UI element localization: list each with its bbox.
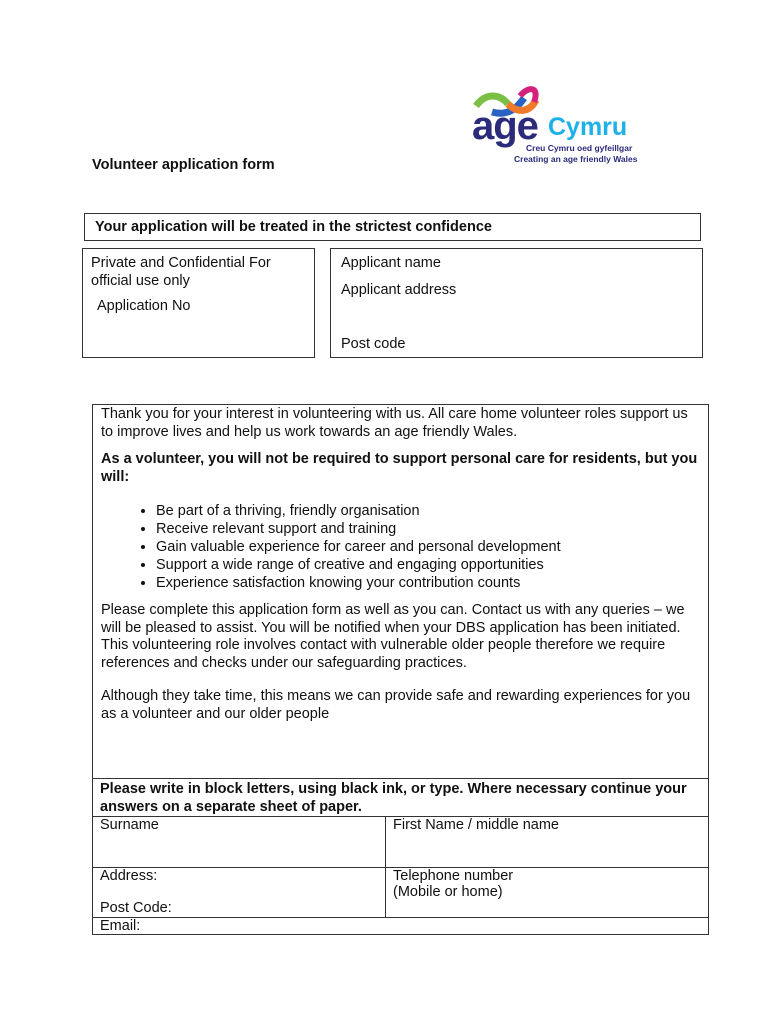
- address-field[interactable]: [93, 867, 386, 917]
- safeguarding-paragraph: This volunteering role involves contact with vulnerable older people therefore we require references and checks under our safeguarding practices.: [101, 637, 666, 671]
- intro-bold: As a volunteer, you will not be required to support personal care for residents, but you will:: [101, 451, 698, 485]
- list-item: • Receive relevant support and training: [156, 520, 700, 538]
- instructions-paragraph: Please complete this application form as well as you can. Contact us with any queries – we will be pleased to assist. You will be notified when your DBS application has been initiated.: [101, 602, 685, 636]
- official-use-box: [82, 248, 315, 358]
- intro-paragraph: Thank you for your interest in volunteering with us. All care home volunteer roles support us to improve lives and help us work towards an age friendly Wales.: [101, 406, 688, 440]
- applicant-name-label: Applicant name: [341, 255, 441, 271]
- first-name-field[interactable]: [386, 816, 708, 867]
- email-label: Email:: [100, 918, 141, 934]
- logo-tagline-en: Creating an age friendly Wales: [514, 154, 638, 164]
- benefits-list: [101, 502, 700, 592]
- list-item: • Be part of a thriving, friendly organisation: [156, 502, 700, 520]
- surname-label: Surname: [100, 817, 159, 833]
- list-item: • Experience satisfaction knowing your contribution counts: [156, 574, 700, 592]
- post-code-label: Post Code:: [100, 900, 172, 916]
- intro-section: [93, 405, 708, 779]
- applicant-address-label: Applicant address: [341, 282, 457, 298]
- postcode-label: Post code: [341, 336, 406, 352]
- list-item: • Gain valuable experience for career and personal development: [156, 538, 700, 556]
- telephone-label: Telephone number: [393, 868, 514, 884]
- page-title: Volunteer application form: [92, 157, 275, 173]
- address-label: Address:: [100, 868, 158, 884]
- telephone-field[interactable]: [386, 867, 708, 917]
- confidence-banner: Your application will be treated in the strictest confidence: [84, 213, 701, 241]
- first-name-label: First Name / middle name: [393, 817, 559, 833]
- form-instructions: Please write in block letters, using black ink, or type. Where necessary continue your answers on a separate sheet of paper.: [93, 778, 708, 816]
- list-item: • Support a wide range of creative and engaging opportunities: [156, 556, 700, 574]
- application-no-label: Application No: [97, 298, 191, 314]
- email-field[interactable]: [93, 917, 708, 935]
- surname-field[interactable]: [93, 816, 386, 867]
- main-box: [92, 404, 709, 935]
- experience-paragraph: Although they take time, this means we can provide safe and rewarding experiences for you as a volunteer and our older people: [101, 688, 691, 722]
- telephone-note: (Mobile or home): [393, 884, 503, 900]
- logo-word-age: age: [472, 104, 538, 148]
- official-use-label: Private and Confidential For official use only: [91, 255, 271, 289]
- applicant-box: [330, 248, 703, 358]
- logo-tagline-cy: Creu Cymru oed gyfeillgar: [526, 143, 633, 153]
- logo-word-cymru: Cymru: [548, 113, 628, 141]
